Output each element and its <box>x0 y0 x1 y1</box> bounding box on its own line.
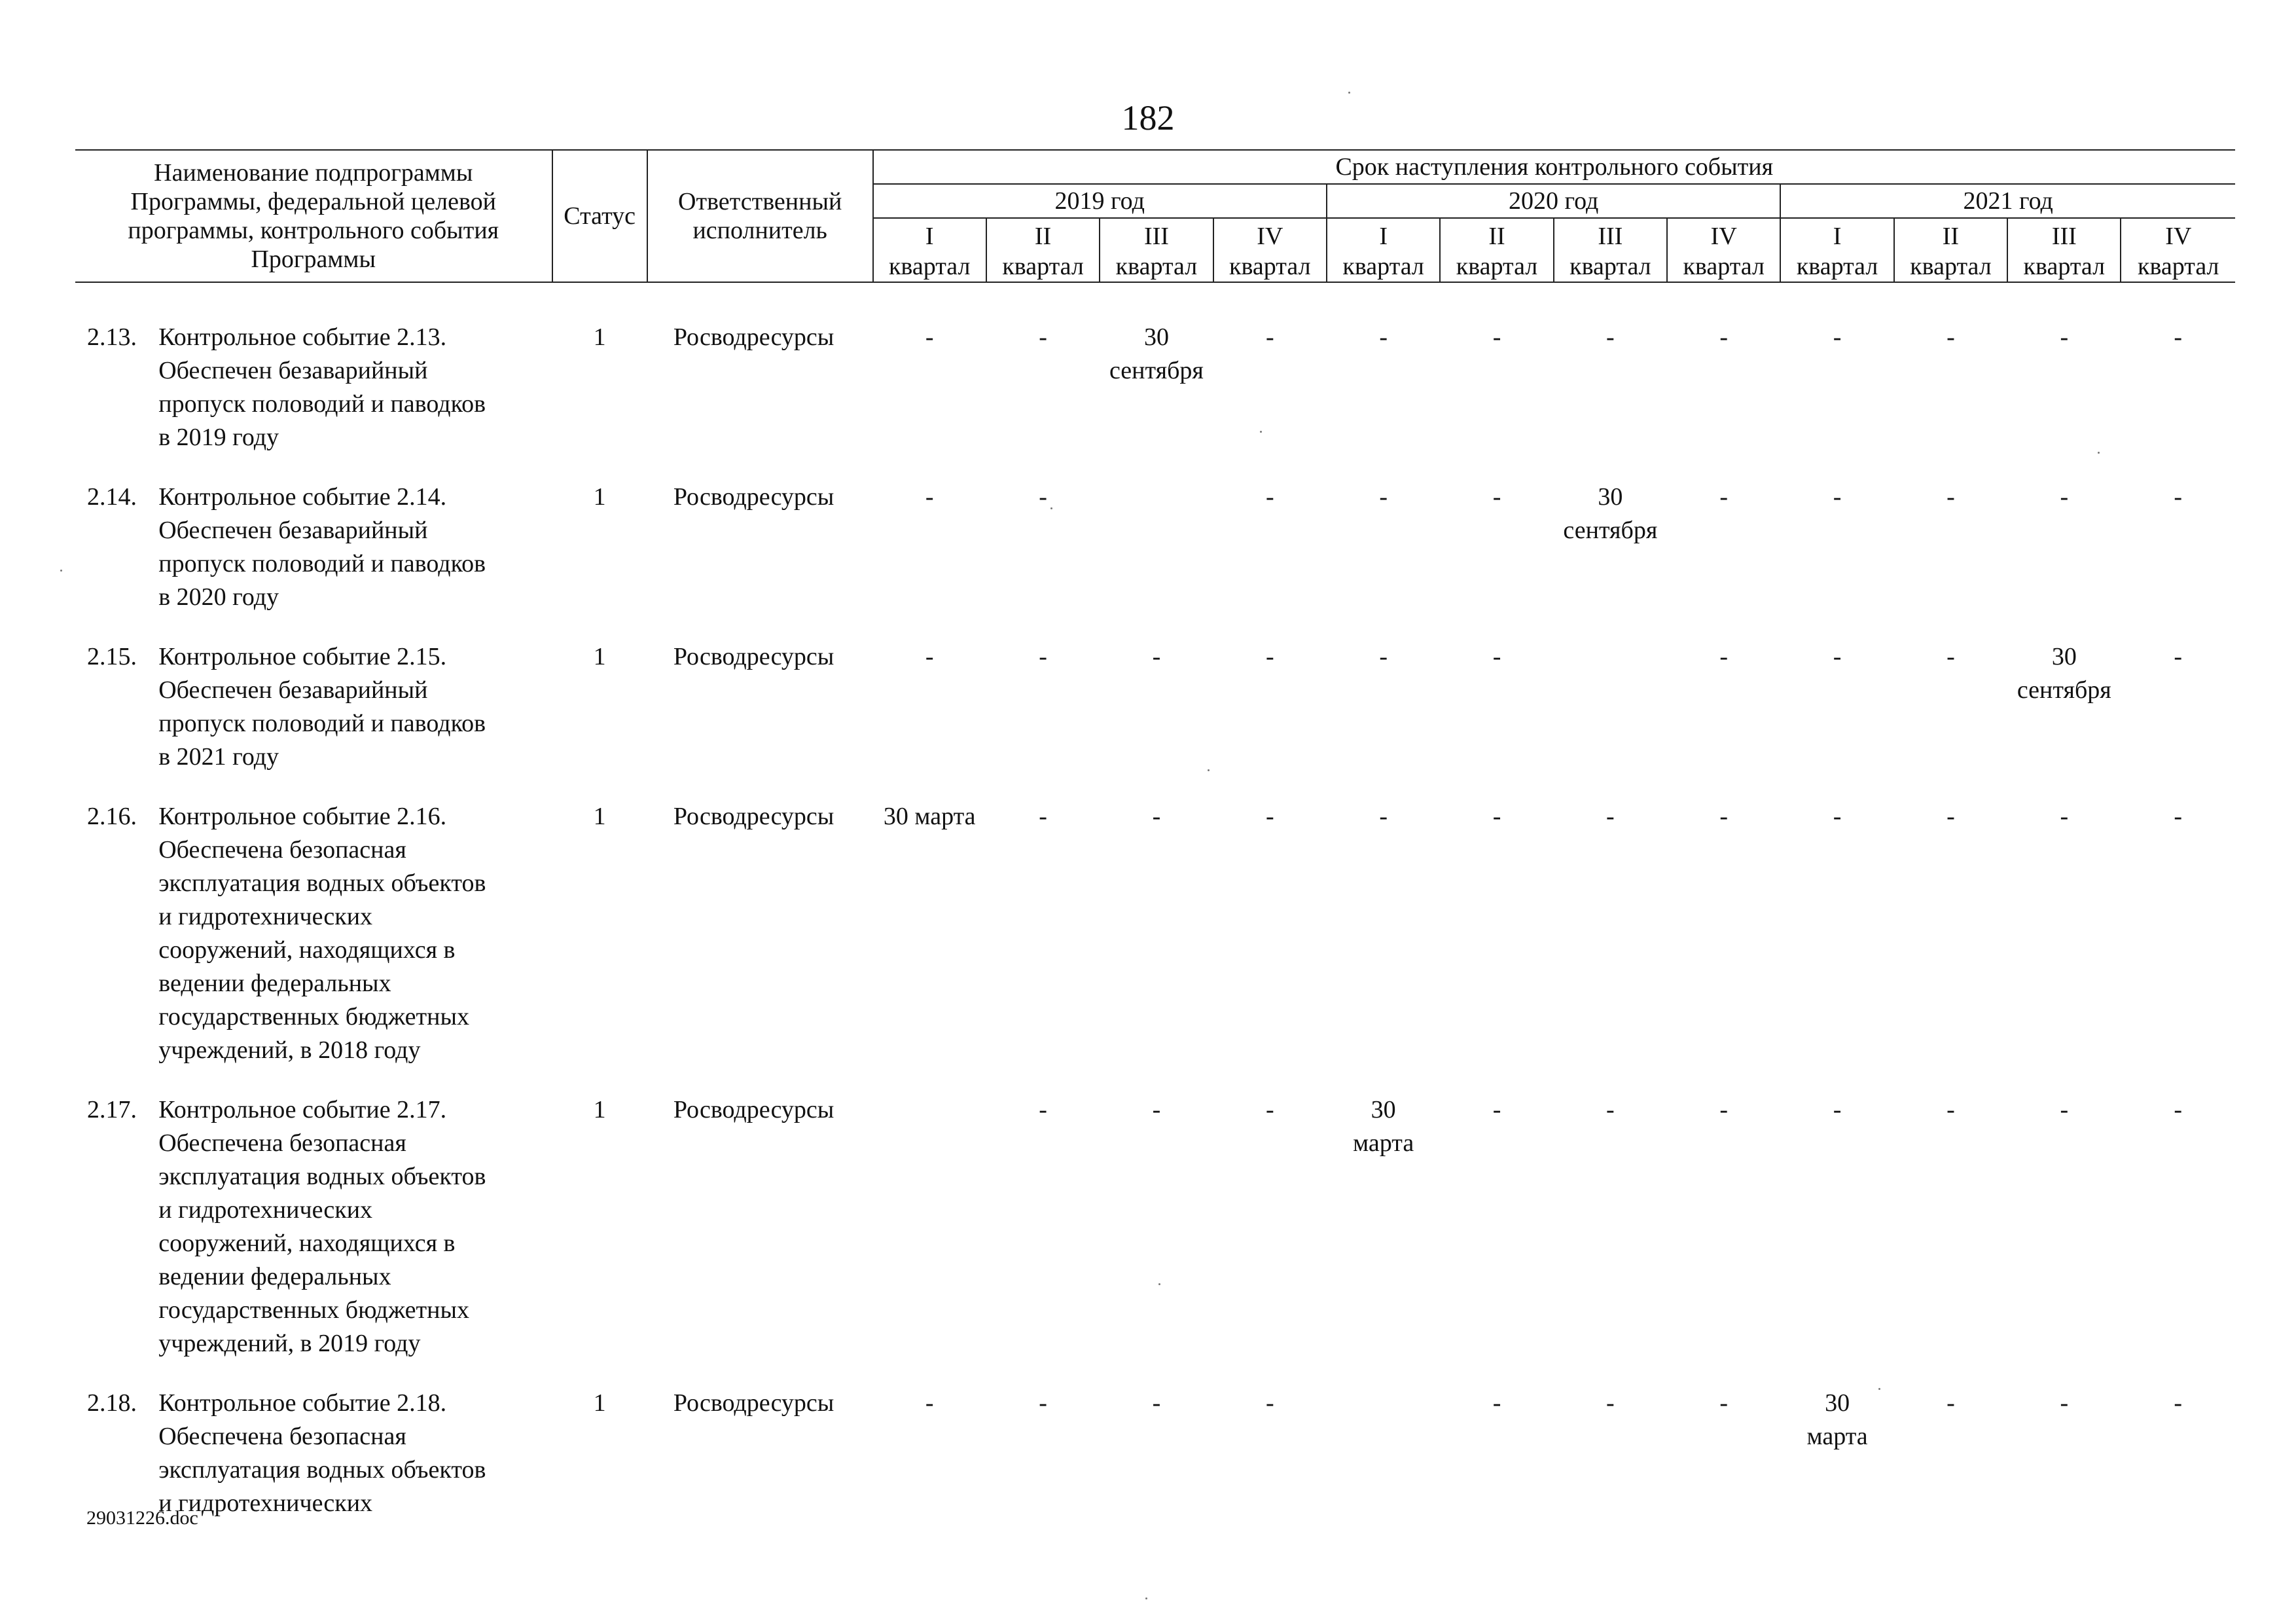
row-number: 2.16. <box>87 803 137 830</box>
header-quarter <box>1440 218 1553 282</box>
header-quarter-roman: II <box>1942 223 1960 250</box>
row-quarter-cell: - <box>925 483 934 511</box>
row-event-name-line: в 2020 году <box>158 583 279 611</box>
header-quarter <box>986 218 1100 282</box>
row-quarter-cell: - <box>2174 1389 2183 1417</box>
row-event-name-line: государственных бюджетных <box>158 1296 469 1324</box>
header-quarter-roman: IV <box>2165 223 2192 250</box>
row-quarter-cell: - <box>1492 1096 1501 1123</box>
scan-speck <box>1878 1388 1880 1390</box>
header-deadline-title: Срок наступления контрольного события <box>873 150 2235 184</box>
header-quarter-roman: I <box>1379 223 1388 250</box>
row-quarter-cell: - <box>1606 1096 1615 1123</box>
scan-speck <box>1348 92 1350 94</box>
scan-speck <box>1145 1597 1147 1599</box>
row-quarter-cell: 30 марта <box>1353 1096 1414 1157</box>
table-row <box>75 481 2235 640</box>
header-quarter-word: квартал <box>1229 253 1311 280</box>
row-quarter-cell: - <box>1265 1096 1274 1123</box>
row-event-name-line: эксплуатация водных объектов <box>158 1163 486 1190</box>
row-event-name-line: Обеспечен безаварийный <box>158 676 428 704</box>
header-name-line: Программы <box>251 246 376 273</box>
row-event-name-line: эксплуатация водных объектов <box>158 1456 486 1484</box>
row-event-name-line: и гидротехнических <box>158 903 373 930</box>
header-quarter-word: квартал <box>1910 253 1992 280</box>
row-quarter-cell: - <box>1833 483 1842 511</box>
row-event-name-line: Контрольное событие 2.13. <box>158 323 447 351</box>
header-quarter <box>1667 218 1780 282</box>
row-quarter-cell: - <box>2174 323 2183 351</box>
row-event-name-line: учреждений, в 2019 году <box>158 1330 421 1357</box>
row-quarter-cell: - <box>1833 1096 1842 1123</box>
header-year-2019: 2019 год <box>873 184 1327 218</box>
row-quarter-cell: - <box>1719 323 1729 351</box>
row-event-name-line: пропуск половодий и паводков <box>158 710 486 737</box>
row-quarter-cell: - <box>1265 483 1274 511</box>
row-event-name-line: Обеспечена безопасная <box>158 836 406 864</box>
row-quarter-cell: - <box>1039 323 1047 351</box>
row-quarter-cell: - <box>2174 1096 2183 1123</box>
row-quarter-cell: - <box>1039 643 1047 670</box>
row-quarter-cell: - <box>1719 483 1729 511</box>
row-executor: Росводресурсы <box>673 803 834 830</box>
row-quarter-cell: - <box>1492 643 1501 670</box>
scan-speck <box>1208 769 1210 771</box>
header-year-2021: 2021 год <box>1780 184 2235 218</box>
header-quarter <box>1327 218 1440 282</box>
row-quarter-cell: - <box>2060 803 2069 830</box>
row-event-name-line: Контрольное событие 2.17. <box>158 1096 447 1123</box>
row-event-name-line: Обеспечена безопасная <box>158 1423 406 1450</box>
header-quarter-word: квартал <box>1115 253 1198 280</box>
row-event-name-line: Контрольное событие 2.14. <box>158 483 447 511</box>
row-quarter-cell: - <box>1265 323 1274 351</box>
header-quarter <box>2007 218 2121 282</box>
header-executor-line: Ответственный <box>678 188 842 215</box>
row-number: 2.14. <box>87 483 137 511</box>
table-row <box>75 1093 2235 1387</box>
row-quarter-cell: - <box>2174 803 2183 830</box>
row-status: 1 <box>593 1096 606 1123</box>
row-event-name-line: в 2019 году <box>158 424 279 451</box>
header-quarter-word: квартал <box>2137 253 2219 280</box>
header-quarter-word: квартал <box>1570 253 1651 280</box>
row-number: 2.17. <box>87 1096 137 1123</box>
header-quarter-roman: II <box>1488 223 1505 250</box>
row-event-name <box>151 481 552 640</box>
row-quarter-cell: - <box>1946 483 1955 511</box>
header-quarter <box>1100 218 1213 282</box>
row-quarter-cell: - <box>1039 1096 1047 1123</box>
row-quarter-cell: - <box>1492 323 1501 351</box>
row-event-name-line: сооружений, находящихся в <box>158 1230 456 1257</box>
header-name-column <box>75 150 552 282</box>
row-event-name-line: пропуск половодий и паводков <box>158 550 486 577</box>
row-quarter-cell: - <box>1379 323 1388 351</box>
scan-speck <box>2098 452 2100 454</box>
row-quarter-cell: - <box>1606 1389 1615 1417</box>
row-quarter-cell: 30 марта <box>883 803 976 830</box>
header-quarter-word: квартал <box>888 253 971 280</box>
row-event-name-line: государственных бюджетных <box>158 1003 469 1030</box>
table-row <box>75 800 2235 1093</box>
row-quarter-cell: - <box>1039 803 1047 830</box>
row-event-name-line: и гидротехнических <box>158 1196 373 1224</box>
scan-speck <box>1158 1283 1160 1285</box>
row-event-name-line: Контрольное событие 2.18. <box>158 1389 447 1417</box>
row-event-name-line: Контрольное событие 2.16. <box>158 803 447 830</box>
row-executor: Росводресурсы <box>673 643 834 670</box>
row-status: 1 <box>593 803 606 830</box>
header-quarter <box>1894 218 2007 282</box>
row-event-name-line: пропуск половодий и паводков <box>158 390 486 418</box>
header-name-line: Наименование подпрограммы <box>154 159 473 187</box>
scan-speck <box>1050 507 1052 509</box>
header-quarter-roman: IV <box>1257 223 1283 250</box>
row-event-name <box>151 640 552 800</box>
row-quarter-cell: - <box>1946 803 1955 830</box>
row-quarter-cell: - <box>1606 803 1615 830</box>
row-executor: Росводресурсы <box>673 1389 834 1417</box>
table-header <box>75 149 2235 283</box>
page-number: 182 <box>1121 98 1175 137</box>
header-quarter-word: квартал <box>1796 253 1878 280</box>
row-event-name-line: эксплуатация водных объектов <box>158 869 486 897</box>
header-quarter-roman: I <box>1833 223 1842 250</box>
header-quarter-roman: III <box>1598 223 1623 250</box>
row-quarter-cell: - <box>1039 1389 1047 1417</box>
row-status: 1 <box>593 1389 606 1417</box>
header-quarter <box>1554 218 1667 282</box>
row-quarter-cell: - <box>1152 643 1161 670</box>
scan-speck <box>1260 431 1262 433</box>
header-quarter-roman: III <box>2051 223 2077 250</box>
header-quarter-word: квартал <box>1683 253 1765 280</box>
row-quarter-cell: - <box>1719 803 1729 830</box>
row-status: 1 <box>593 323 606 351</box>
header-quarter <box>2121 218 2235 282</box>
row-event-name <box>151 800 552 1093</box>
row-quarter-cell: 30 сентября <box>2017 643 2111 704</box>
row-status: 1 <box>593 483 606 511</box>
row-event-name-line: Обеспечен безаварийный <box>158 517 428 544</box>
row-executor: Росводресурсы <box>673 483 834 511</box>
header-quarter-word: квартал <box>2023 253 2106 280</box>
row-quarter-cell: - <box>2060 1096 2069 1123</box>
row-event-name-line: Контрольное событие 2.15. <box>158 643 447 670</box>
row-quarter-cell: - <box>1833 803 1842 830</box>
header-quarter-roman: IV <box>1710 223 1737 250</box>
row-quarter-cell: - <box>1265 1389 1274 1417</box>
row-quarter-cell: - <box>2060 483 2069 511</box>
row-quarter-cell: - <box>1719 1096 1729 1123</box>
header-quarter-roman: II <box>1034 223 1052 250</box>
row-quarter-cell: - <box>1606 323 1615 351</box>
header-quarter-roman: I <box>925 223 934 250</box>
row-quarter-cell: - <box>1719 643 1729 670</box>
row-quarter-cell <box>1327 1387 1440 1546</box>
row-quarter-cell: - <box>2174 643 2183 670</box>
scan-speck <box>60 570 62 572</box>
row-quarter-cell: - <box>1152 803 1161 830</box>
row-event-name <box>151 321 552 481</box>
row-quarter-cell: - <box>1946 1389 1955 1417</box>
row-quarter-cell: - <box>1265 803 1274 830</box>
header-executor-column <box>647 150 873 282</box>
row-quarter-cell: - <box>2060 1389 2069 1417</box>
header-quarter-word: квартал <box>1342 253 1424 280</box>
row-executor: Росводресурсы <box>673 323 834 351</box>
header-year-2020: 2020 год <box>1327 184 1780 218</box>
header-quarter <box>1780 218 1893 282</box>
row-quarter-cell: - <box>1946 1096 1955 1123</box>
row-event-name-line: в 2021 году <box>158 743 279 771</box>
header-quarter-word: квартал <box>1002 253 1084 280</box>
row-quarter-cell: - <box>925 1389 934 1417</box>
row-quarter-cell: - <box>1946 323 1955 351</box>
header-quarter-roman: III <box>1143 223 1169 250</box>
header-status-column: Статус <box>552 150 647 282</box>
header-name-line: программы, контрольного события <box>128 217 499 244</box>
row-quarter-cell: - <box>1719 1389 1729 1417</box>
row-quarter-cell: - <box>1265 643 1274 670</box>
table-row <box>75 640 2235 800</box>
row-event-name-line: ведении федеральных <box>158 970 391 997</box>
row-quarter-cell: - <box>2060 323 2069 351</box>
row-quarter-cell <box>873 1093 986 1387</box>
row-quarter-cell: - <box>925 323 934 351</box>
header-quarter <box>1213 218 1327 282</box>
row-quarter-cell: - <box>1492 803 1501 830</box>
row-event-name-line: и гидротехнических <box>158 1489 373 1517</box>
row-quarter-cell: - <box>1492 1389 1501 1417</box>
row-quarter-cell: - <box>1379 803 1388 830</box>
row-quarter-cell: - <box>1492 483 1501 511</box>
row-number: 2.18. <box>87 1389 137 1417</box>
row-quarter-cell: - <box>1379 643 1388 670</box>
row-quarter-cell: - <box>1152 1389 1161 1417</box>
row-number: 2.15. <box>87 643 137 670</box>
row-number: 2.13. <box>87 323 137 351</box>
row-quarter-cell: - <box>1039 483 1047 511</box>
row-event-name <box>151 1387 552 1546</box>
row-quarter-cell: - <box>1946 643 1955 670</box>
header-executor-line: исполнитель <box>692 217 827 244</box>
row-quarter-cell: - <box>1379 483 1388 511</box>
row-quarter-cell: 30 марта <box>1806 1389 1868 1450</box>
row-event-name <box>151 1093 552 1387</box>
row-quarter-cell: - <box>1152 1096 1161 1123</box>
row-event-name-line: учреждений, в 2018 году <box>158 1036 421 1064</box>
row-event-name-line: Обеспечена безопасная <box>158 1129 406 1157</box>
table-body <box>75 321 2235 1546</box>
row-quarter-cell: - <box>1833 643 1842 670</box>
row-executor: Росводресурсы <box>673 1096 834 1123</box>
row-event-name-line: ведении федеральных <box>158 1263 391 1290</box>
row-quarter-cell: - <box>925 643 934 670</box>
row-quarter-cell: - <box>1833 323 1842 351</box>
row-quarter-cell: 30 сентября <box>1563 483 1658 544</box>
row-quarter-cell: - <box>2174 483 2183 511</box>
table-row <box>75 321 2235 481</box>
row-quarter-cell: 30 сентября <box>1109 323 1204 384</box>
row-status: 1 <box>593 643 606 670</box>
row-event-name-line: Обеспечен безаварийный <box>158 357 428 384</box>
footer-filename: 29031226.doc <box>86 1507 198 1529</box>
header-quarter-word: квартал <box>1456 253 1538 280</box>
row-quarter-cell <box>1554 640 1667 800</box>
table-row <box>75 1387 2235 1546</box>
row-quarter-cell <box>1100 481 1213 640</box>
header-quarter <box>873 218 986 282</box>
header-name-line: Программы, федеральной целевой <box>130 188 496 215</box>
row-event-name-line: сооружений, находящихся в <box>158 936 456 964</box>
